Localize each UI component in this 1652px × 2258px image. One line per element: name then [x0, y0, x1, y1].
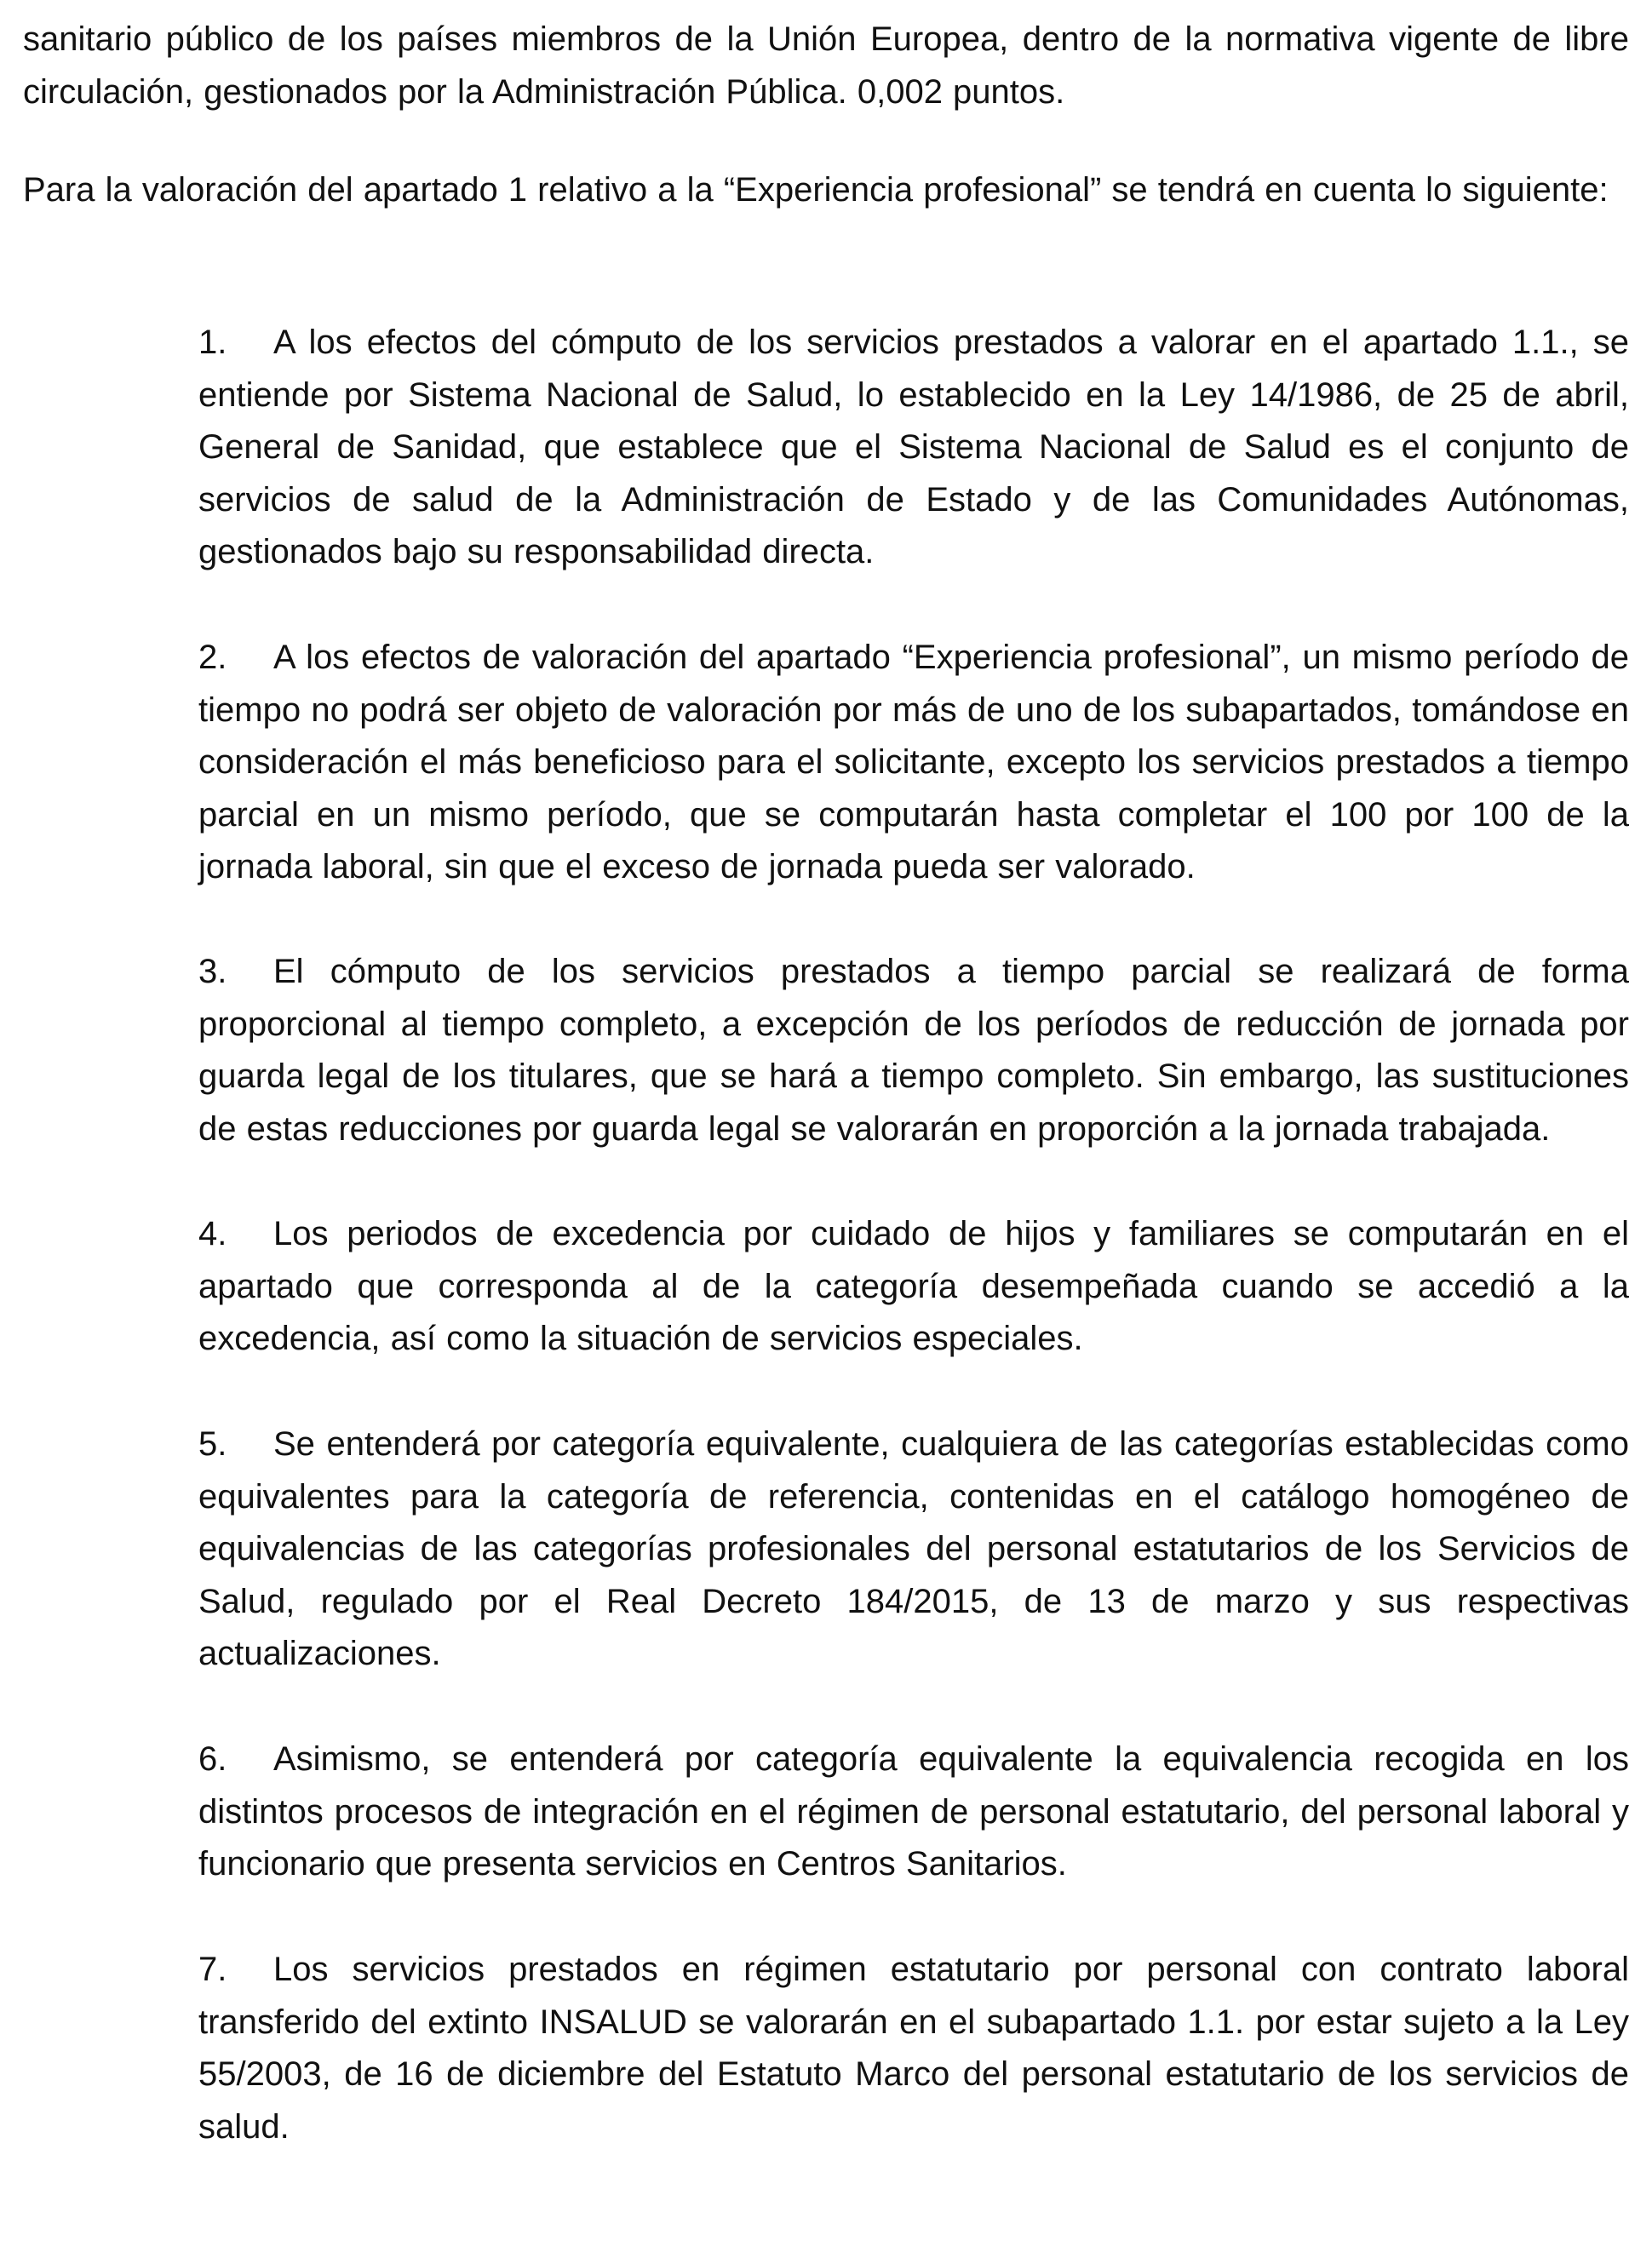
- list-item-4: [198, 1208, 1629, 1366]
- list-item-number: 4.: [198, 1215, 227, 1252]
- list-item-text: El cómputo de los servicios prestados a tiempo parcial se realizará de forma proporcional al tiempo completo, a excepción de los períodos de reducción de jornada por guarda legal de los titulares, que se hará a tiempo completo. Sin embargo, las sustituciones de estas reducciones por guarda legal se valorarán en proporción a la jornada trabajada.: [198, 953, 1629, 1148]
- list-item-text: Los periodos de excedencia por cuidado de hijos y familiares se computarán en el apartado que corresponda al de la categoría desempeñada cuando se accedió a la excedencia, así como la situación de servicios especiales.: [198, 1215, 1629, 1357]
- list-item-3: [198, 946, 1629, 1155]
- list-item-number: 3.: [198, 953, 227, 990]
- intro-paragraph: Para la valoración del apartado 1 relativo a la “Experiencia profesional” se tendrá en cuenta lo siguiente:: [23, 171, 1609, 209]
- list-item-5: [198, 1418, 1629, 1681]
- list-item-number: 6.: [198, 1740, 227, 1778]
- list-item-number: 1.: [198, 324, 227, 361]
- list-item-2: [198, 632, 1629, 894]
- list-item-number: 2.: [198, 639, 227, 676]
- continuation-paragraph: sanitario público de los países miembros de la Unión Europea, dentro de la normativa vigente de libre circulación, gestionados por la Administración Pública. 0,002 puntos.: [23, 20, 1629, 111]
- list-item-text: Los servicios prestados en régimen estatutario por personal con contrato laboral transferido del extinto INSALUD se valorarán en el subapartado 1.1. por estar sujeto a la Ley 55/2003, de 16 de diciembre del Estatuto Marco del personal estatutario de los servicios de salud.: [198, 1951, 1629, 2146]
- document-page: [23, 0, 1629, 2258]
- list-item-7: [198, 1944, 1629, 2153]
- list-item-text: Se entenderá por categoría equivalente, cualquiera de las categorías establecidas como equivalentes para la categoría de referencia, contenidas en el catálogo homogéneo de equivalencias de las categorías profesionales del personal estatutarios de los Servicios de Salud, regulado por el Real Decreto 184/2015, de 13 de marzo y sus respectivas actualizaciones.: [198, 1425, 1629, 1672]
- list-item-6: [198, 1734, 1629, 1891]
- list-item-text: Asimismo, se entenderá por categoría equivalente la equivalencia recogida en los distintos procesos de integración en el régimen de personal estatutario, del personal laboral y funcionario que presenta servicios en Centros Sanitarios.: [198, 1740, 1629, 1883]
- list-item-number: 5.: [198, 1425, 227, 1463]
- list-item-text: A los efectos del cómputo de los servicios prestados a valorar en el apartado 1.1., se entiende por Sistema Nacional de Salud, lo establecido en la Ley 14/1986, de 25 de abril, General de Sanidad, que establece que el Sistema Nacional de Salud es el conjunto de servicios de salud de la Administración de Estado y de las Comunidades Autónomas, gestionados bajo su responsabilidad directa.: [198, 324, 1629, 570]
- list-item-text: A los efectos de valoración del apartado “Experiencia profesional”, un mismo período de tiempo no podrá ser objeto de valoración por más de uno de los subapartados, tomándose en consideración el más beneficioso para el solicitante, excepto los servicios prestados a tiempo parcial en un mismo período, que se computarán hasta completar el 100 por 100 de la jornada laboral, sin que el exceso de jornada pueda ser valorado.: [198, 639, 1629, 885]
- list-item-1: [198, 317, 1629, 579]
- list-item-number: 7.: [198, 1951, 227, 1988]
